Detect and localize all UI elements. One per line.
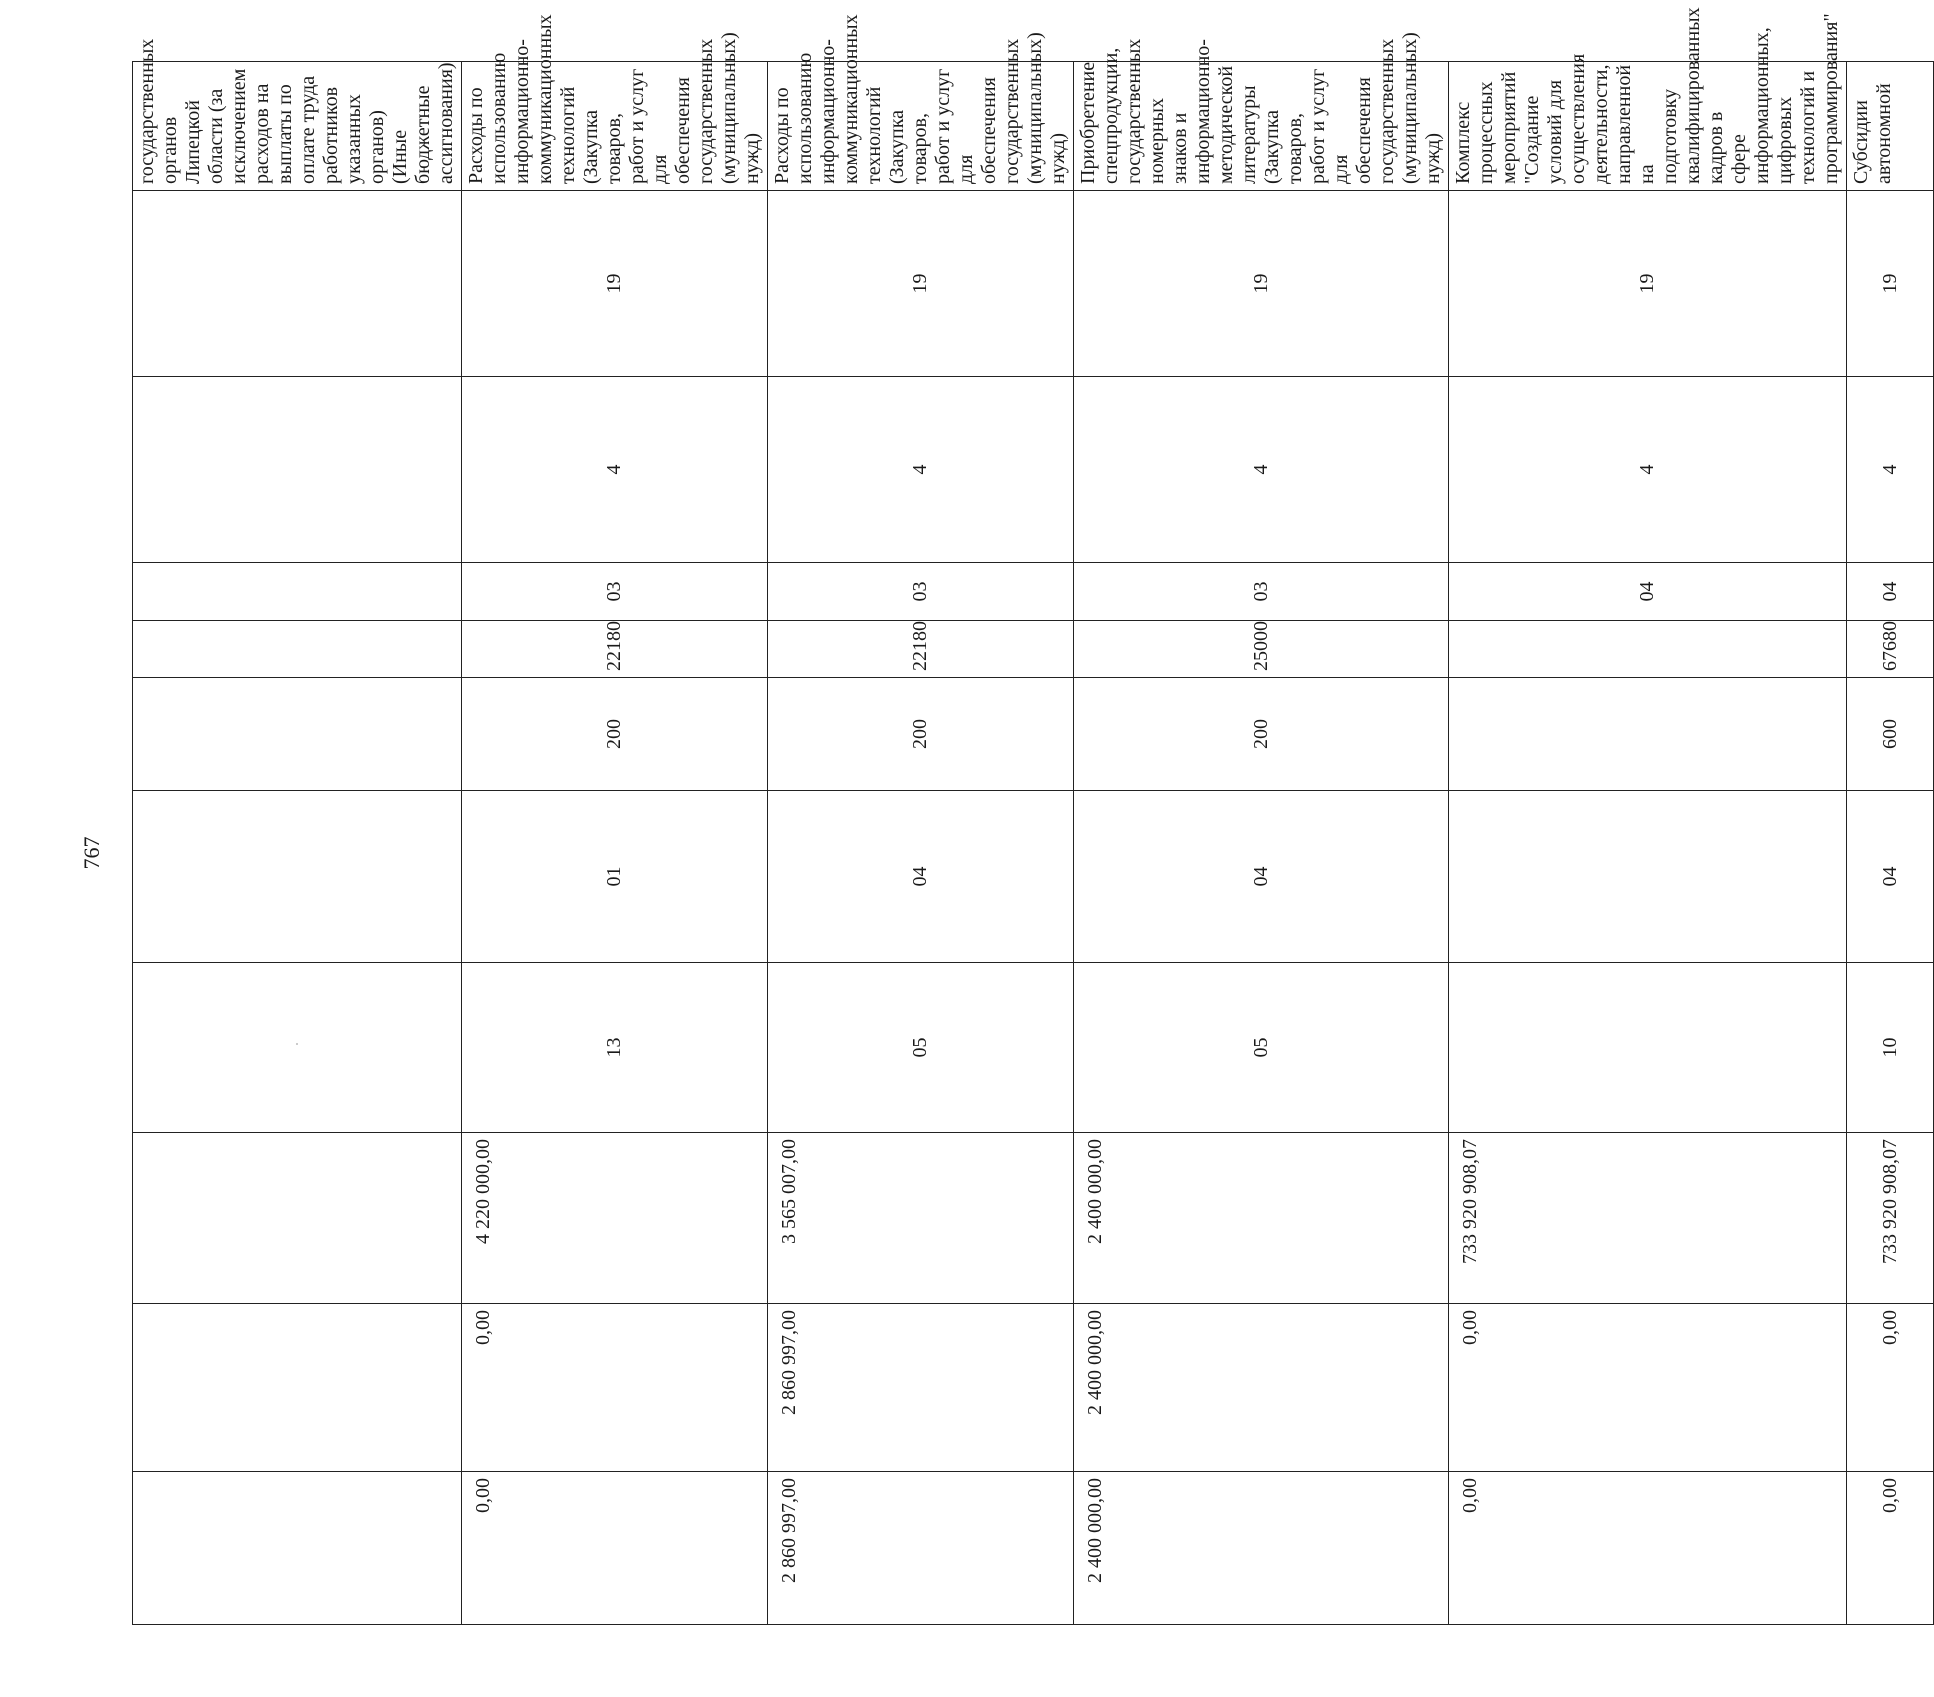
budget-table bbox=[132, 7, 1934, 1625]
value-cell-c1: 19 bbox=[1449, 191, 1847, 377]
value-cell-sum1: 733 920 908,07 bbox=[1449, 1133, 1847, 1304]
value-cell-sum2: 2 400 000,00 bbox=[1074, 1304, 1449, 1472]
value-cell-c1: 19 bbox=[462, 191, 768, 377]
value-cell-c5: 200 bbox=[462, 678, 768, 791]
value-cell-c1: 19 bbox=[1074, 191, 1449, 377]
value-cell-c1: 19 bbox=[1847, 191, 1934, 377]
row-name-cell: государственных органов Липецкой области (за исключением расходов на выплаты по оплате труда работников указанных органов) (Иные бюджетные ассигнования) bbox=[133, 62, 462, 191]
value-cell-c3: 03 bbox=[462, 563, 768, 621]
value-cell-c5: 600 bbox=[1847, 678, 1934, 791]
value-cell-sum2 bbox=[133, 1304, 462, 1472]
row-name-cell: Расходы по использованию информационно-коммуникационных технологий (Закупка товаров, работ и услуг для обеспечения государственных (муниципальных) нужд) bbox=[462, 62, 768, 191]
value-cell-c6: 04 bbox=[1847, 791, 1934, 963]
row-name-cell: Комплекс процессных мероприятий "Создание условий для осуществления деятельности, направленной на подготовку квалифицированных кадров в сфере информационных, цифровых технологий и программирования" bbox=[1449, 62, 1847, 191]
value-cell-c5 bbox=[133, 678, 462, 791]
row-name-cell: Субсидии автономной bbox=[1847, 62, 1934, 191]
value-cell-c6: 04 bbox=[768, 791, 1074, 963]
value-cell-sum1: 733 920 908,07 bbox=[1847, 1133, 1934, 1304]
value-cell-c7: 05 bbox=[1074, 963, 1449, 1133]
table-body bbox=[133, 7, 1934, 1625]
value-cell-c7: 05 bbox=[768, 963, 1074, 1133]
value-cell-sum1: 3 565 007,00 bbox=[768, 1133, 1074, 1304]
table-row bbox=[462, 62, 768, 1625]
row-name-cell: Приобретение спецпродукции, государственных номерных знаков и информационно-методической литературы (Закупка товаров, работ и услуг для обеспечения государственных (муниципальных) нужд) bbox=[1074, 62, 1449, 191]
value-cell-c4 bbox=[133, 621, 462, 678]
value-cell-c3: 03 bbox=[768, 563, 1074, 621]
value-cell-c3 bbox=[133, 563, 462, 621]
value-cell-sum2: 0,00 bbox=[462, 1304, 768, 1472]
value-cell-c6 bbox=[133, 791, 462, 963]
value-cell-c6: 01 bbox=[462, 791, 768, 963]
value-cell-c7: 10 bbox=[1847, 963, 1934, 1133]
value-cell-sum1 bbox=[133, 1133, 462, 1304]
value-cell-c4: 22180 bbox=[462, 621, 768, 678]
value-cell-c2: 4 bbox=[1449, 377, 1847, 563]
table-row bbox=[133, 62, 462, 1625]
value-cell-c5: 200 bbox=[768, 678, 1074, 791]
value-cell-sum3: 0,00 bbox=[1847, 1472, 1934, 1625]
value-cell-c5 bbox=[1449, 678, 1847, 791]
value-cell-c6: 04 bbox=[1074, 791, 1449, 963]
value-cell-sum2: 0,00 bbox=[1449, 1304, 1847, 1472]
value-cell-c1: 19 bbox=[768, 191, 1074, 377]
value-cell-c6 bbox=[1449, 791, 1847, 963]
value-cell-c7: 13 bbox=[462, 963, 768, 1133]
value-cell-c4: 25000 bbox=[1074, 621, 1449, 678]
value-cell-sum3 bbox=[133, 1472, 462, 1625]
value-cell-c7 bbox=[1449, 963, 1847, 1133]
value-cell-sum1: 4 220 000,00 bbox=[462, 1133, 768, 1304]
value-cell-sum2: 2 860 997,00 bbox=[768, 1304, 1074, 1472]
budget-table-container bbox=[132, 7, 1901, 1625]
value-cell-c1 bbox=[133, 191, 462, 377]
value-cell-sum3: 0,00 bbox=[462, 1472, 768, 1625]
value-cell-c2: 4 bbox=[768, 377, 1074, 563]
value-cell-c3: 03 bbox=[1074, 563, 1449, 621]
value-cell-sum1: 2 400 000,00 bbox=[1074, 1133, 1449, 1304]
value-cell-sum3: 2 400 000,00 bbox=[1074, 1472, 1449, 1625]
value-cell-sum2: 0,00 bbox=[1847, 1304, 1934, 1472]
table-row bbox=[1074, 62, 1449, 1625]
value-cell-c7 bbox=[133, 963, 462, 1133]
value-cell-c2: 4 bbox=[1847, 377, 1934, 563]
value-cell-c3: 04 bbox=[1847, 563, 1934, 621]
table-row bbox=[1847, 62, 1934, 1625]
value-cell-c2: 4 bbox=[1074, 377, 1449, 563]
value-cell-sum3: 2 860 997,00 bbox=[768, 1472, 1074, 1625]
value-cell-c4: 67680 bbox=[1847, 621, 1934, 678]
value-cell-c2 bbox=[133, 377, 462, 563]
value-cell-c4: 22180 bbox=[768, 621, 1074, 678]
value-cell-c2: 4 bbox=[462, 377, 768, 563]
row-name-cell: Расходы по использованию информационно-коммуникационных технологий (Закупка товаров, работ и услуг для обеспечения государственных (муниципальных) нужд) bbox=[768, 62, 1074, 191]
table-row bbox=[768, 62, 1074, 1625]
scan-artifact bbox=[296, 1043, 298, 1045]
value-cell-c4 bbox=[1449, 621, 1847, 678]
value-cell-c3: 04 bbox=[1449, 563, 1847, 621]
value-cell-c5: 200 bbox=[1074, 678, 1449, 791]
budget-table-rotated bbox=[132, 7, 1901, 1625]
value-cell-sum3: 0,00 bbox=[1449, 1472, 1847, 1625]
page-number: 767 bbox=[79, 836, 104, 870]
table-row bbox=[1449, 62, 1847, 1625]
